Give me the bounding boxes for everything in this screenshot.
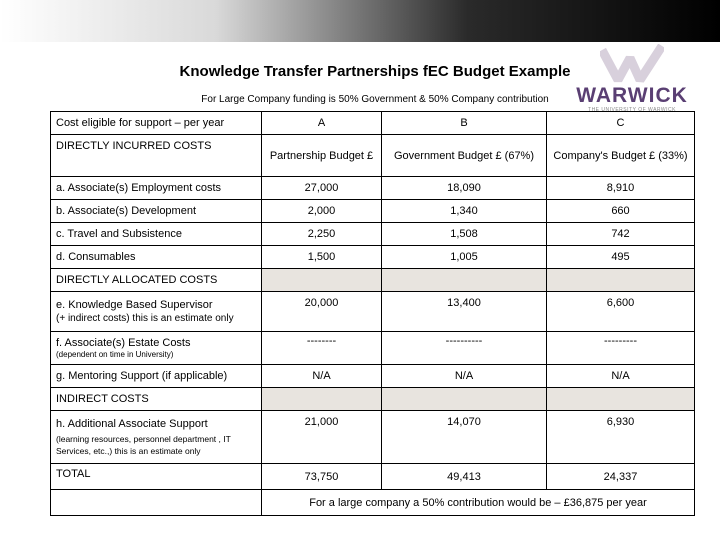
direct-costs-col-a: Partnership Budget £ bbox=[262, 135, 382, 177]
row-h-col-a: 21,000 bbox=[262, 411, 382, 464]
header-label: Cost eligible for support – per year bbox=[51, 112, 262, 135]
row-g-col-c: N/A bbox=[547, 365, 695, 388]
logo-wordmark: WARWICK bbox=[576, 84, 688, 107]
top-banner bbox=[0, 0, 720, 42]
total-col-b: 49,413 bbox=[382, 464, 547, 490]
direct-costs-col-b: Government Budget £ (67%) bbox=[382, 135, 547, 177]
row-a-col-c: 8,910 bbox=[547, 177, 695, 200]
allocated-costs-label: DIRECTLY ALLOCATED COSTS bbox=[51, 269, 262, 292]
section-shade-cell bbox=[547, 388, 695, 411]
row-e-col-b: 13,400 bbox=[382, 292, 547, 332]
table-row bbox=[51, 292, 695, 332]
section-row-indirect bbox=[51, 388, 695, 411]
row-e-label: e. Knowledge Based Supervisor bbox=[56, 298, 213, 311]
row-h-note: (learning resources, personnel department , IT Services, etc.,) this is an estimate only bbox=[56, 433, 231, 456]
row-e-cell bbox=[51, 292, 262, 332]
row-f-col-b: ---------- bbox=[382, 332, 547, 365]
row-c-col-c: 742 bbox=[547, 223, 695, 246]
row-g-col-b: N/A bbox=[382, 365, 547, 388]
section-shade-cell bbox=[382, 269, 547, 292]
row-f-col-a: -------- bbox=[262, 332, 382, 365]
warwick-logo bbox=[572, 44, 692, 118]
header-col-c: C bbox=[547, 112, 695, 135]
row-h-cell bbox=[51, 411, 262, 464]
row-f-cell bbox=[51, 332, 262, 365]
budget-table bbox=[50, 111, 695, 516]
row-h-label: h. Additional Associate Support bbox=[56, 417, 208, 430]
footnote-empty-cell bbox=[51, 490, 262, 516]
header-col-b: B bbox=[382, 112, 547, 135]
table-row bbox=[51, 200, 695, 223]
row-f-col-c: --------- bbox=[547, 332, 695, 365]
row-d-col-c: 495 bbox=[547, 246, 695, 269]
row-d-col-b: 1,005 bbox=[382, 246, 547, 269]
row-b-col-b: 1,340 bbox=[382, 200, 547, 223]
warwick-logo-mark-icon bbox=[600, 44, 664, 84]
table-row bbox=[51, 365, 695, 388]
row-b-label: b. Associate(s) Development bbox=[51, 200, 262, 223]
total-row bbox=[51, 464, 695, 490]
row-h-col-c: 6,930 bbox=[547, 411, 695, 464]
row-d-label: d. Consumables bbox=[51, 246, 262, 269]
row-f-note: (dependent on time in University) bbox=[56, 349, 174, 359]
table-row bbox=[51, 332, 695, 365]
indirect-costs-label: INDIRECT COSTS bbox=[51, 388, 262, 411]
table-row bbox=[51, 411, 695, 464]
row-h-col-b: 14,070 bbox=[382, 411, 547, 464]
total-col-c: 24,337 bbox=[547, 464, 695, 490]
row-a-col-b: 18,090 bbox=[382, 177, 547, 200]
table-row bbox=[51, 246, 695, 269]
table-row bbox=[51, 177, 695, 200]
footnote-text: For a large company a 50% contribution would be – £36,875 per year bbox=[262, 490, 695, 516]
page-subtitle: For Large Company funding is 50% Government & 50% Company contribution bbox=[201, 94, 549, 105]
direct-costs-col-c: Company's Budget £ (33%) bbox=[547, 135, 695, 177]
section-shade-cell bbox=[262, 388, 382, 411]
row-e-col-a: 20,000 bbox=[262, 292, 382, 332]
footnote-row bbox=[51, 490, 695, 516]
row-e-note: (+ indirect costs) this is an estimate only bbox=[56, 312, 234, 324]
row-g-label: g. Mentoring Support (if applicable) bbox=[51, 365, 262, 388]
row-c-label: c. Travel and Subsistence bbox=[51, 223, 262, 246]
total-col-a: 73,750 bbox=[262, 464, 382, 490]
row-b-col-c: 660 bbox=[547, 200, 695, 223]
direct-costs-row bbox=[51, 135, 695, 177]
section-row-allocated bbox=[51, 269, 695, 292]
row-b-col-a: 2,000 bbox=[262, 200, 382, 223]
row-f-label: f. Associate(s) Estate Costs bbox=[56, 336, 191, 349]
row-e-col-c: 6,600 bbox=[547, 292, 695, 332]
page-title: Knowledge Transfer Partnerships fEC Budget Example bbox=[179, 63, 571, 80]
table-header-row bbox=[51, 112, 695, 135]
section-shade-cell bbox=[262, 269, 382, 292]
row-c-col-a: 2,250 bbox=[262, 223, 382, 246]
row-c-col-b: 1,508 bbox=[382, 223, 547, 246]
section-shade-cell bbox=[382, 388, 547, 411]
direct-costs-label: DIRECTLY INCURRED COSTS bbox=[51, 135, 262, 177]
row-d-col-a: 1,500 bbox=[262, 246, 382, 269]
total-label: TOTAL bbox=[51, 464, 262, 490]
row-g-col-a: N/A bbox=[262, 365, 382, 388]
row-a-label: a. Associate(s) Employment costs bbox=[51, 177, 262, 200]
row-a-col-a: 27,000 bbox=[262, 177, 382, 200]
table-row bbox=[51, 223, 695, 246]
section-shade-cell bbox=[547, 269, 695, 292]
header-col-a: A bbox=[262, 112, 382, 135]
logo-tagline: THE UNIVERSITY OF WARWICK bbox=[588, 107, 676, 113]
